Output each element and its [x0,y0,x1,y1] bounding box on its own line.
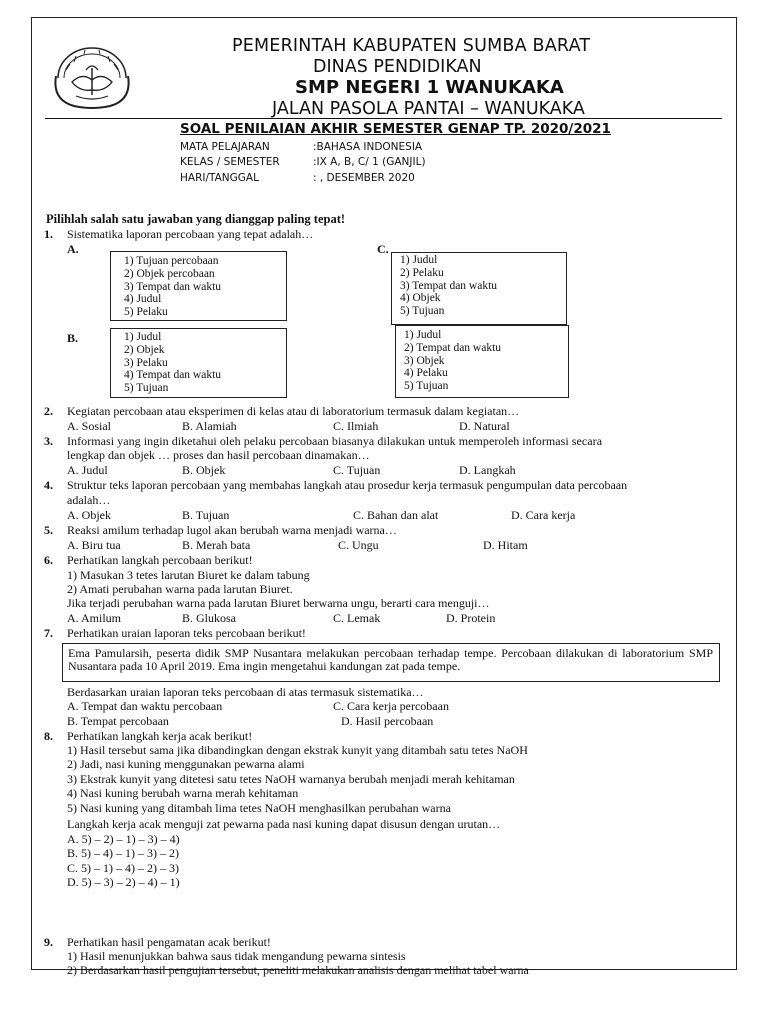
list-item: 1) Judul [404,329,442,341]
meta-value-class: :IX A, B, C/ 1 (GANJIL) [313,156,426,168]
q7-option-d: D. Hasil percobaan [341,714,434,728]
q2-text: Kegiatan percobaan atau eksperimen di kelas atau di laboratorium termasuk dalam kegiatan… [67,404,520,418]
q7-option-a: A. Tempat dan waktu percobaan [67,699,223,713]
q9-number: 9. [44,935,53,949]
q5-option-d: D. Hitam [483,538,528,552]
list-item: 3) Tempat dan waktu [400,279,498,292]
q6-question: Jika terjadi perubahan warna pada larutan Biuret berwarna ungu, berarti cara menguji… [67,596,490,610]
q8-option-a: A. 5) – 2) – 1) – 3) – 4) [67,832,180,846]
q3-number: 3. [44,434,53,448]
list-item: 2) Pelaku [400,266,444,279]
q6-step-1: 1) Masukan 3 tetes larutan Biuret ke dalam tabung [67,568,310,582]
list-item: 1) Judul [400,254,438,266]
q8-step-3: 3) Ekstrak kunyit yang ditetesi satu tetes NaOH warnanya berubah menjadi merah kehitaman [67,772,515,786]
meta-label-date: HARI/TANGGAL [180,172,259,184]
list-item: 5) Tujuan [400,305,445,318]
q1-text: Sistematika laporan percobaan yang tepat adalah… [67,227,314,241]
government-title: PEMERINTAH KABUPATEN SUMBA BARAT [232,36,591,56]
q4-number: 4. [44,478,53,492]
q1-option-a-label: A. [67,242,79,256]
q7-passage: Ema Pamularsih, peserta didik SMP Nusantara melakukan percobaan terhadap tempe. Percobaan dilakukan di laboratorium SMP Nusantara pada 10 April 2019. Ema ingin mengetahui kandungan zat pada tempe. [68,646,713,673]
q8-option-d: D. 5) – 3) – 2) – 4) – 1) [67,875,180,889]
q1-option-b-list [124,331,221,395]
q6-text: Perhatikan langkah percobaan berikut! [67,553,253,567]
q4-option-c: C. Bahan dan alat [353,508,439,522]
q8-option-c: C. 5) – 1) – 4) – 2) – 3) [67,861,179,875]
tut-wuri-handayani-logo-icon [52,40,132,110]
q8-text: Perhatikan langkah kerja acak berikut! [67,729,253,743]
q2-option-b: B. Alamiah [182,419,237,433]
list-item: 3) Pelaku [124,356,168,369]
list-item: 5) Tujuan [124,382,169,395]
school-name: SMP NEGERI 1 WANUKAKA [295,77,564,98]
list-item: 1) Tujuan percobaan [124,255,219,267]
list-item: 4) Tempat dan waktu [124,369,222,382]
meta-value-subject: :BAHASA INDONESIA [313,141,423,153]
list-item: 2) Objek percobaan [124,267,215,280]
q4-text-line1: Struktur teks laporan percobaan yang membahas langkah atau prosedur kerja termasuk pengumpulan data percobaan [67,478,628,492]
list-item: 2) Tempat dan waktu [404,341,502,354]
q7-question: Berdasarkan uraian laporan teks percobaan di atas termasuk sistematika… [67,685,424,699]
list-item: 4) Pelaku [404,367,448,380]
q6-option-d: D. Protein [446,611,496,625]
q5-option-c: C. Ungu [338,538,379,552]
q5-text: Reaksi amilum terhadap lugol akan berubah warna menjadi warna… [67,523,397,537]
list-item: 5) Tujuan [404,380,449,393]
q3-option-a: A. Judul [67,463,108,477]
list-item: 3) Objek [404,354,445,367]
q7-option-c: C. Cara kerja percobaan [333,699,449,713]
list-item: 1) Judul [124,331,162,343]
meta-label-subject: MATA PELAJARAN [180,141,270,153]
q4-option-a: A. Objek [67,508,111,522]
list-item: 4) Objek [400,292,441,305]
school-address: JALAN PASOLA PANTAI – WANUKAKA [272,99,585,119]
q1-number: 1. [44,227,53,241]
q1-option-c-label: C. [377,242,389,256]
list-item: 2) Objek [124,343,165,356]
q1-option-d-list [404,329,501,393]
q2-number: 2. [44,404,53,418]
q6-option-b: B. Glukosa [182,611,236,625]
q2-option-a: A. Sosial [67,419,112,433]
q8-step-1: 1) Hasil tersebut sama jika dibandingkan dengan ekstrak kunyit yang ditambah satu tetes NaOH [67,743,528,757]
q8-step-2: 2) Jadi, nasi kuning menggunakan pewarna alami [67,757,305,771]
q7-text: Perhatikan uraian laporan teks percobaan berikut! [67,626,306,640]
q6-step-2: 2) Amati perubahan warna pada larutan Biuret. [67,582,293,596]
q7-number: 7. [44,626,53,640]
q3-option-d: D. Langkah [459,463,516,477]
q3-text-line1: Informasi yang ingin diketahui oleh pelaku percobaan biasanya dilakukan untuk memperoleh informasi secara [67,434,603,448]
q8-option-b: B. 5) – 4) – 1) – 3) – 2) [67,846,179,860]
list-item: 5) Pelaku [124,306,168,319]
q6-number: 6. [44,553,53,567]
q3-option-b: B. Objek [182,463,226,477]
q7-option-b: B. Tempat percobaan [67,714,169,728]
q5-option-a: A. Biru tua [67,538,121,552]
q4-option-b: B. Tujuan [182,508,230,522]
instruction: Pilihlah salah satu jawaban yang dianggap paling tepat! [46,212,346,226]
q8-step-4: 4) Nasi kuning berubah warna merah kehitaman [67,786,299,800]
exam-title: SOAL PENILAIAN AKHIR SEMESTER GENAP TP. 2020/2021 [180,121,611,137]
meta-value-date: : , DESEMBER 2020 [313,172,415,184]
q8-question: Langkah kerja acak menguji zat pewarna pada nasi kuning dapat disusun dengan urutan… [67,817,501,831]
q4-option-d: D. Cara kerja [511,508,576,522]
list-item: 3) Tempat dan waktu [124,280,222,293]
q3-text-line2: lengkap dan objek … proses dan hasil percobaan dinamakan… [67,448,370,462]
q6-option-c: C. Lemak [333,611,381,625]
q9-step-1: 1) Hasil menunjukkan bahwa saus tidak mengandung pewarna sintesis [67,949,406,963]
q2-option-d: D. Natural [459,419,510,433]
q5-number: 5. [44,523,53,537]
q8-step-5: 5) Nasi kuning yang ditambah lima tetes NaOH menghasilkan perubahan warna [67,801,451,815]
q5-option-b: B. Merah bata [182,538,251,552]
q1-option-b-label: B. [67,331,79,345]
q1-option-a-list [124,255,221,319]
list-item: 4) Judul [124,293,162,306]
meta-label-class: KELAS / SEMESTER [180,156,280,168]
q3-option-c: C. Tujuan [333,463,381,477]
header-rule [45,118,722,119]
q9-step-2: 2) Berdasarkan hasil pengujian tersebut, peneliti melakukan analisis dengan melihat tabel warna [67,963,529,977]
q8-number: 8. [44,729,53,743]
q1-option-c-list [400,254,497,318]
q4-text-line2: adalah… [67,493,111,507]
department-title: DINAS PENDIDIKAN [313,57,482,77]
q9-text: Perhatikan hasil pengamatan acak berikut! [67,935,271,949]
q2-option-c: C. Ilmiah [333,419,379,433]
q6-option-a: A. Amilum [67,611,122,625]
